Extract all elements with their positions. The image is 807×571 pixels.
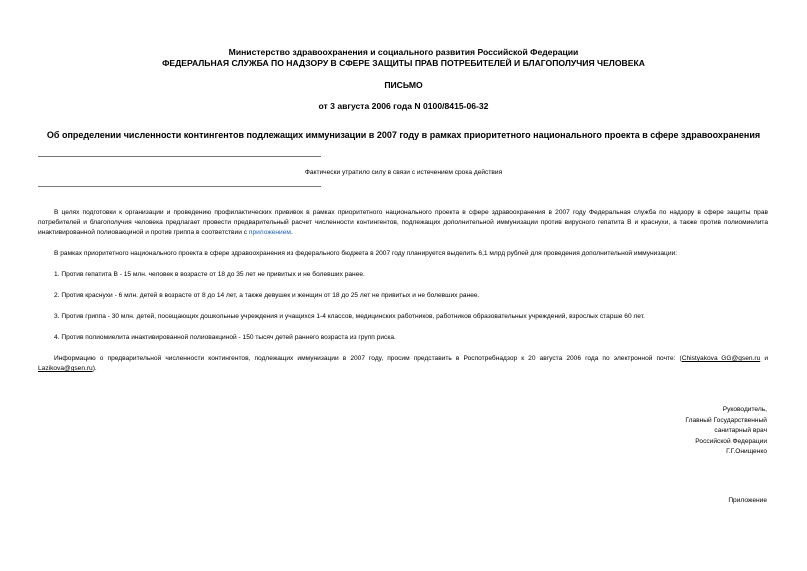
doc-type: ПИСЬМО bbox=[384, 80, 423, 90]
doc-date-number: от 3 августа 2006 года N 0100/8415-06-32 bbox=[318, 101, 489, 111]
signature-line: Главный Государственный bbox=[685, 416, 767, 424]
email-link-1[interactable]: Chistyakova_GG@gsen.ru bbox=[681, 355, 761, 362]
service-name: ФЕДЕРАЛЬНАЯ СЛУЖБА ПО НАДЗОРУ В СФЕРЕ ЗАЩИТЫ ПРАВ ПОТРЕБИТЕЛЕЙ И БЛАГОПОЛУЧИЯ ЧЕЛОВЕКА bbox=[162, 58, 645, 68]
appendix-label: Приложение bbox=[728, 497, 767, 504]
signature-block bbox=[567, 405, 767, 458]
signature-line: санитарный врач bbox=[714, 427, 767, 434]
email-link-2[interactable]: Lazikova@gsen.ru bbox=[38, 365, 93, 372]
appendix-link[interactable]: приложением bbox=[248, 229, 291, 236]
paragraph-3: Информацию о предварительной численности контингентов, подлежащих иммунизации в 2007 году, просим представить в Роспотребнадзор к 20 августа 2006 года по электронной почте: (Chistyakova_GG@gsen.ru и Lazikova@gsen.ru). bbox=[38, 355, 768, 372]
paragraph-1: В целях подготовки к организации и проведению профилактических прививок в рамках приоритетного национального проекта в сфере здравоохранения в 2007 году Федеральная служба по надзору в сфере защиты прав потребителей и благополучия человека предлагает провести предварительный расчет численности контингентов, подлежащих дополнительной иммунизации против вирусного гепатита В и краснухи, а также против полиомиелита инактивированной полиовакциной и против гриппа в соответствии с приложением. bbox=[38, 209, 768, 236]
list-item-1: 1. Против гепатита В - 15 млн. человек в возрасте от 18 до 35 лет не привитых и не болевших ранее. bbox=[54, 271, 365, 278]
signature-line: Руководитель, bbox=[722, 406, 767, 413]
ministry-name: Министерство здравоохранения и социального развития Российской Федерации bbox=[228, 47, 579, 57]
status-note: Фактически утратило силу в связи с истечением срока действия bbox=[304, 169, 503, 176]
signature-line: Г.Г.Онищенко bbox=[726, 448, 767, 455]
signature-line: Российской Федерации bbox=[695, 437, 767, 445]
list-item-2: 2. Против краснухи - 6 млн. детей в возрасте от 8 до 14 лет, а также девушек и женщин от 18 до 25 лет не привитых и не болевших ранее. bbox=[54, 292, 480, 299]
list-item-4: 4. Против полиомиелита инактивированной полиовакциной - 150 тысяч детей раннего возраста из групп риска. bbox=[54, 334, 396, 341]
paragraph-2: В рамках приоритетного национального проекта в сфере здравоохранения из федерального бюджета в 2007 году планируется выделить 6,1 млрд рублей для проведения дополнительной иммунизации: bbox=[54, 250, 678, 257]
divider-bottom bbox=[38, 186, 321, 187]
doc-title: Об определении численности контингентов подлежащих иммунизации в 2007 году в рамках приоритетного национального проекта в сфере здравоохранения bbox=[46, 130, 761, 140]
divider-top bbox=[38, 156, 321, 157]
list-item-3: 3. Против гриппа - 30 млн. детей, посещающих дошкольные учреждения и учащихся 1-4 классов, медицинских работников, работников образовательных учреждений, взрослых старше 60 лет. bbox=[54, 313, 645, 320]
